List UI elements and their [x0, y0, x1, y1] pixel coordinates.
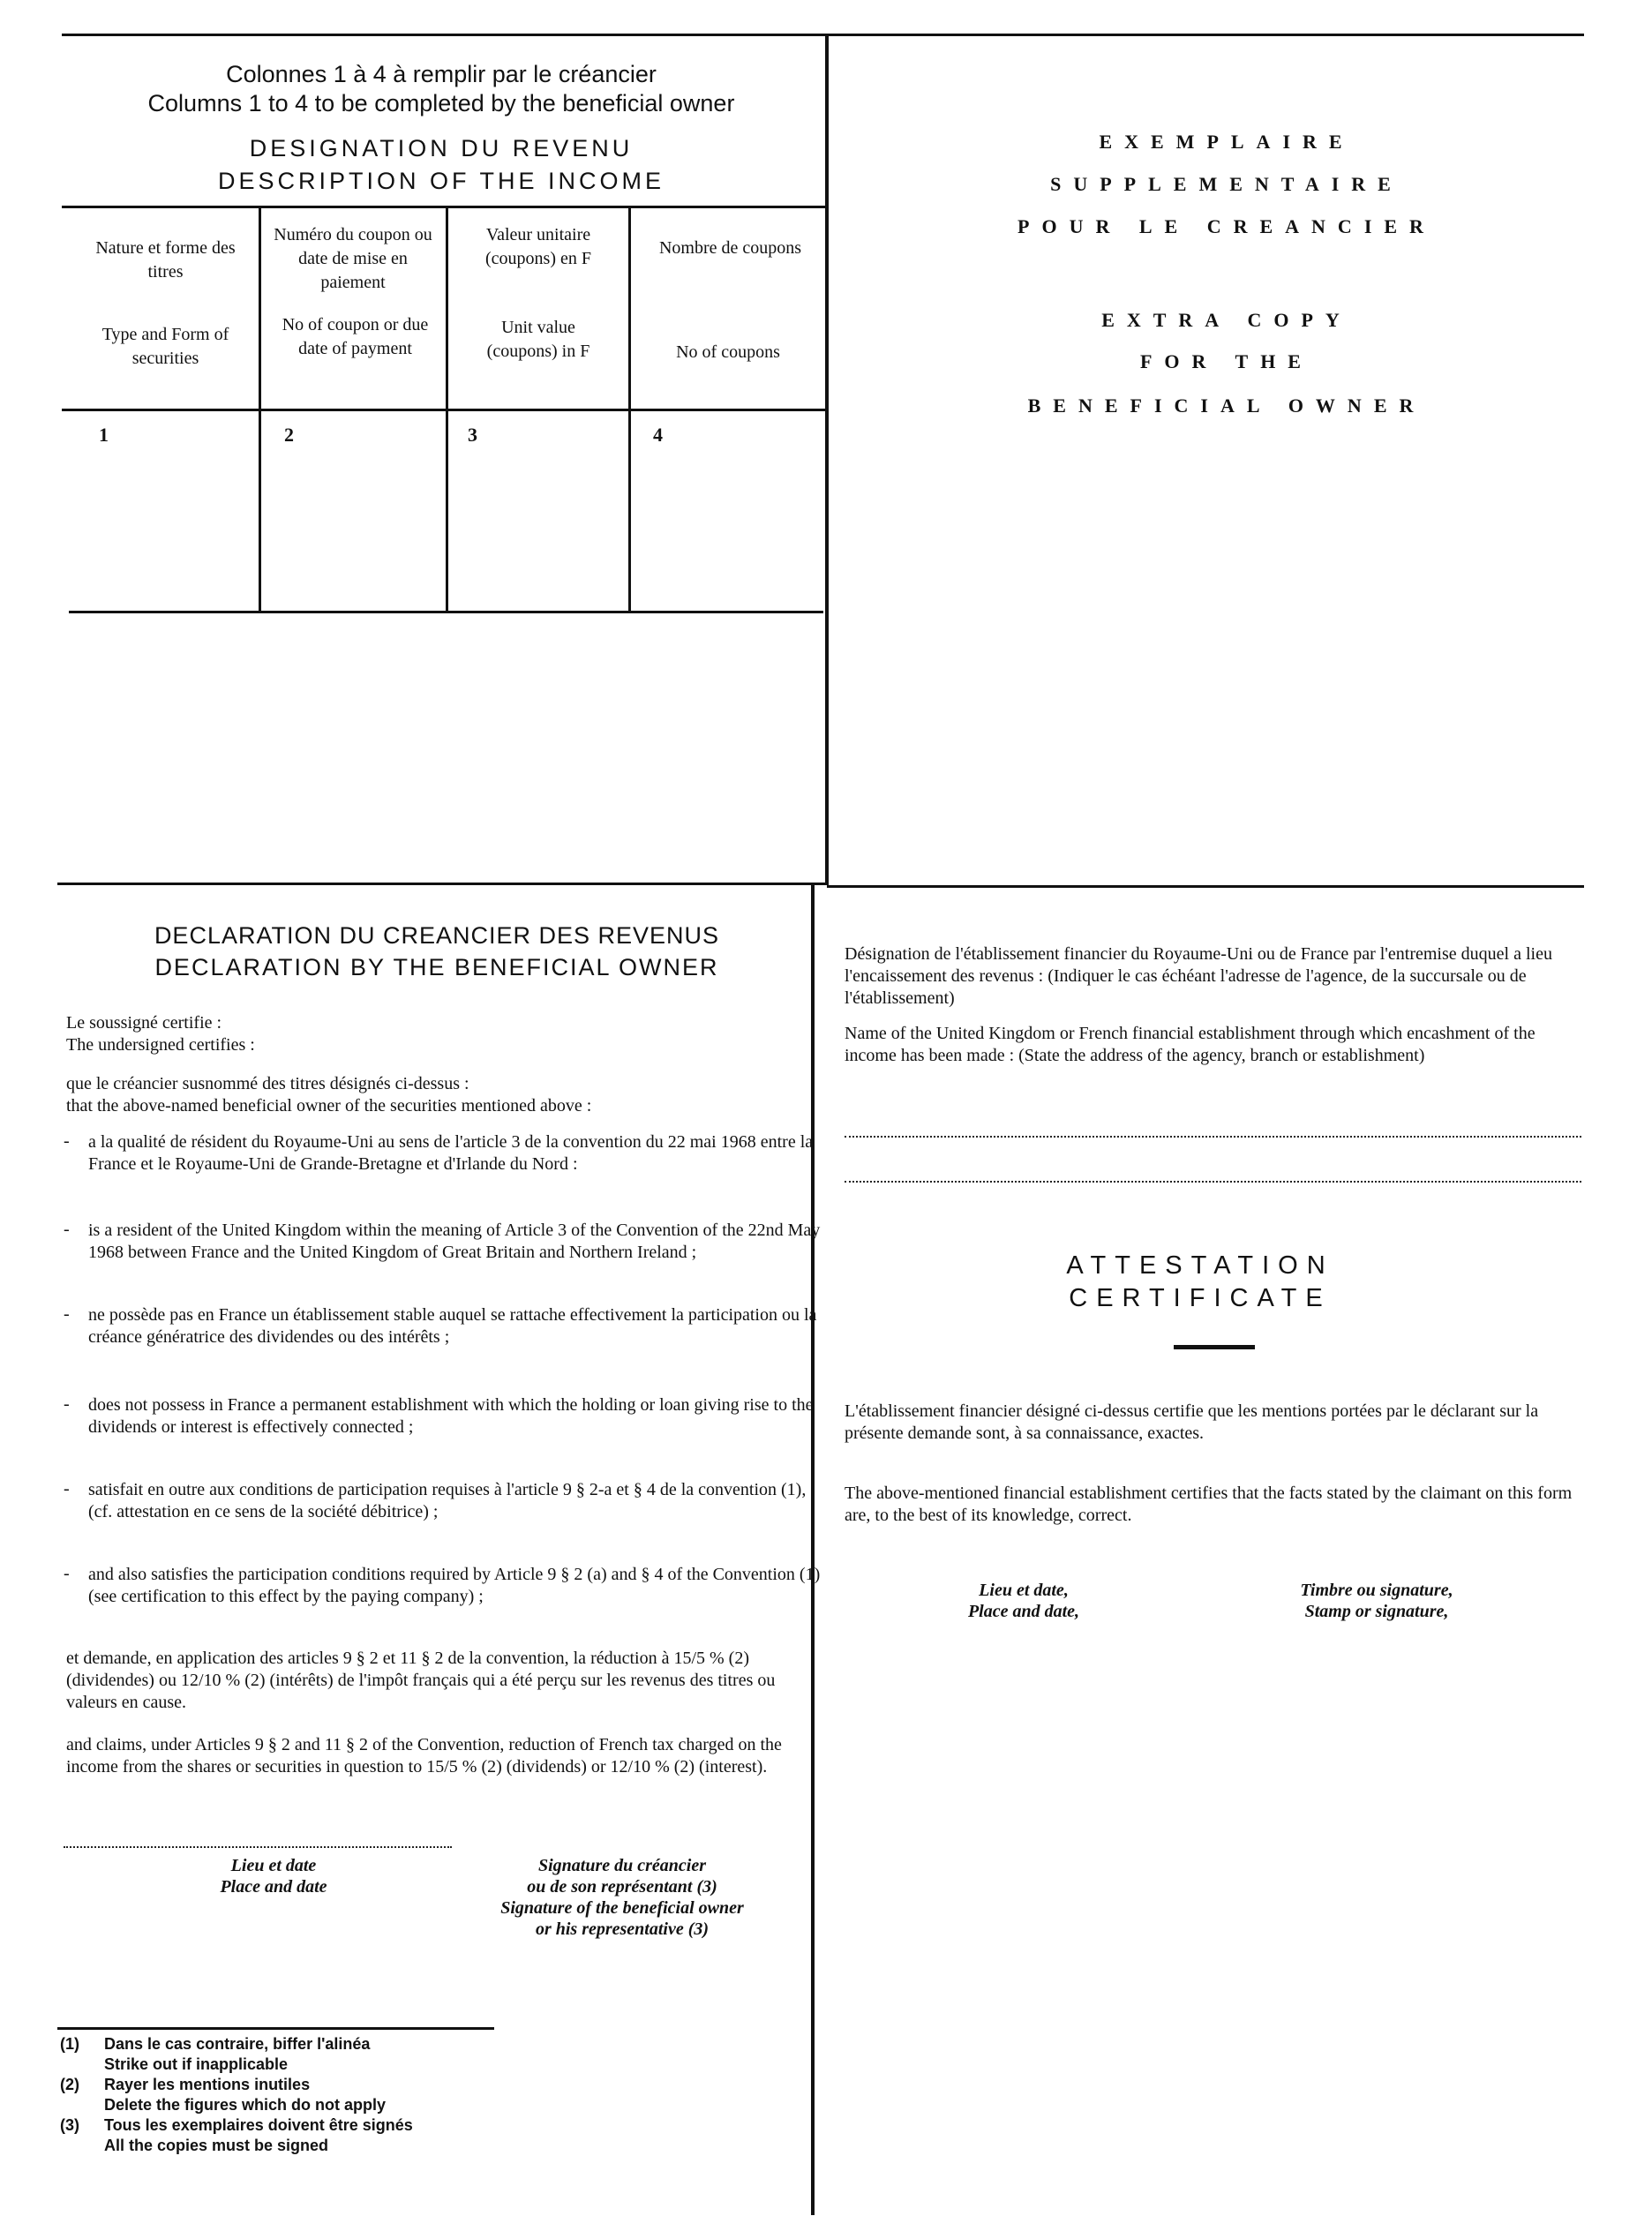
col3-number: 3 [468, 424, 477, 446]
col2-header-fr: Numéro du coupon ou date de mise en paiement [274, 225, 432, 292]
declaration-title-en: DECLARATION BY THE BENEFICIAL OWNER [154, 954, 719, 980]
footnote-2-fr: Rayer les mentions inutiles [104, 2076, 311, 2093]
col4-header-fr: Nombre de coupons [658, 238, 802, 258]
extra-copy-line4: EXTRA COPY [1101, 309, 1352, 331]
bank-stamp-en: Stamp or signature, [1304, 1602, 1449, 1621]
clause-participation-en: and also satisfies the participation conditions required by Article 9 § 2 (a) and § 4 of the Convention (1) (see certification to this effect by the paying company) ; [88, 1565, 821, 1606]
bullet-2: - [64, 1220, 70, 1239]
footnote-1-fr: Dans le cas contraire, biffer l'alinéa [104, 2035, 371, 2053]
lieu-date-en: Place and date [220, 1877, 327, 1897]
extra-copy-line2: SUPPLEMENTAIRE [1050, 173, 1403, 195]
col3-header-en: Unit value (coupons) in F [486, 318, 590, 361]
columns-instruction-en: Columns 1 to 4 to be completed by the beneficial owner [147, 90, 735, 116]
middle-rule-left [57, 883, 827, 885]
col1-header-en: Type and Form of securities [101, 325, 229, 368]
footnote-3-number: (3) [60, 2116, 79, 2134]
signature-line2: ou de son représentant (3) [527, 1877, 717, 1897]
signature-line1: Signature du créancier [537, 1856, 707, 1875]
col2-number: 2 [284, 424, 294, 446]
demande-en: and claims, under Articles 9 § 2 and 11 § 2 of the Convention, reduction of French tax charged on the income from the shares or securities in question to 15/5 % (2) (dividends) or 12/10 % (2) (interest). [66, 1735, 782, 1777]
signature-line4: or his representative (3) [535, 1919, 710, 1939]
col4-header-en: No of coupons [676, 342, 780, 362]
col1-header-fr: Nature et forme des titres [95, 238, 236, 282]
designation-title-en: DESCRIPTION OF THE INCOME [217, 168, 665, 194]
footnote-2-number: (2) [60, 2076, 79, 2093]
clause-resident-en: is a resident of the United Kingdom within the meaning of Article 3 of the Convention of the 22nd May 1968 between France and the United Kingdom of Great Britain and Northern Ireland ; [88, 1221, 821, 1262]
top-rule [62, 34, 1584, 36]
middle-rule-right [827, 885, 1584, 888]
table-top-rule [62, 206, 827, 208]
footnote-2-en: Delete the figures which do not apply [104, 2096, 387, 2114]
col3-header-fr: Valeur unitaire (coupons) en F [485, 225, 591, 268]
attestation-title: ATTESTATION [1066, 1251, 1334, 1280]
establishment-designation-en: Name of the United Kingdom or French financial establishment through which encashment of the income has been made : (State the address of the agency, branch or establishment) [845, 1024, 1536, 1065]
que-en: that the above-named beneficial owner of the securities mentioned above : [66, 1096, 592, 1116]
bank-lieu-date-en: Place and date, [967, 1602, 1080, 1621]
footnote-3-fr: Tous les exemplaires doivent être signés [104, 2116, 413, 2134]
clause-resident-fr: a la qualité de résident du Royaume-Uni au sens de l'article 3 de la convention du 22 mai 1968 entre la France et le Royaume-Uni de Grande-Bretagne et d'Irlande du Nord : [88, 1132, 814, 1174]
columns-instruction-fr: Colonnes 1 à 4 à remplir par le créancier [226, 61, 657, 87]
table-col-sep-2 [446, 206, 448, 613]
certifie-fr: Le soussigné certifie : [66, 1013, 222, 1033]
demande-fr: et demande, en application des articles 9 § 2 et 11 § 2 de la convention, la réduction à 15/5 % (2) (dividendes) ou 12/10 % (2) (intérêts) de l'impôt français qui a été perçu sur les revenus des titres ou valeurs en cause. [66, 1649, 776, 1712]
footnote-1-en: Strike out if inapplicable [104, 2055, 289, 2073]
bullet-5: - [64, 1479, 70, 1499]
designation-title-fr: DESIGNATION DU REVENU [249, 135, 634, 162]
bullet-4: - [64, 1394, 70, 1414]
que-fr: que le créancier susnommé des titres désignés ci-dessus : [66, 1074, 469, 1093]
extra-copy-line5: FOR THE [1139, 350, 1313, 372]
col2-header-en: No of coupon or due date of payment [282, 315, 429, 358]
bank-lieu-date-fr: Lieu et date, [979, 1581, 1069, 1600]
lieu-date-dotted-line [64, 1846, 452, 1848]
extra-copy-line6: BENEFICIAL OWNER [1027, 394, 1426, 417]
lieu-date-fr: Lieu et date [230, 1856, 317, 1875]
col4-number: 4 [653, 424, 663, 446]
bullet-1: - [64, 1131, 70, 1151]
clause-establishment-fr: ne possède pas en France un établissement stable auquel se rattache effectivement la participation ou la créance génératrice des dividendes ou des intérêts ; [88, 1305, 817, 1347]
clause-establishment-en: does not possess in France a permanent establishment with which the holding or loan giving rise to the dividends or interest is effectively connected ; [88, 1395, 814, 1437]
title-underline [1174, 1345, 1255, 1349]
table-col-sep-3 [628, 206, 631, 613]
declaration-title-fr: DECLARATION DU CREANCIER DES REVENUS [154, 922, 720, 949]
certifie-en: The undersigned certifies : [66, 1035, 255, 1055]
col1-number: 1 [99, 424, 109, 446]
footnote-1-number: (1) [60, 2035, 79, 2053]
table-col-sep-1 [259, 206, 261, 613]
table-header-rule [62, 409, 827, 411]
bullet-3: - [64, 1304, 70, 1324]
extra-copy-line3: POUR LE CREANCIER [1017, 215, 1436, 237]
bullet-6: - [64, 1564, 70, 1583]
footnote-3-en: All the copies must be signed [104, 2137, 329, 2154]
vertical-divider-lower [811, 883, 815, 2215]
certification-en: The above-mentioned financial establishment certifies that the facts stated by the claimant on this form are, to the best of its knowledge, correct. [845, 1484, 1573, 1525]
extra-copy-line1: EXEMPLAIRE [1099, 131, 1355, 153]
establishment-dotted-line-1 [845, 1136, 1581, 1138]
clause-participation-fr: satisfait en outre aux conditions de participation requises à l'article 9 § 2-a et § 4 de la convention (1), (cf. attestation en ce sens de la société débitrice) ; [88, 1480, 807, 1521]
signature-line3: Signature of the beneficial owner [500, 1898, 744, 1918]
establishment-designation-fr: Désignation de l'établissement financier du Royaume-Uni ou de France par l'entremise duquel a lieu l'encaissement des revenus : (Indiquer le cas échéant l'adresse de l'agence, de la succursale ou de l'établissement) [845, 944, 1552, 1008]
establishment-dotted-line-2 [845, 1181, 1581, 1183]
certificate-title: CERTIFICATE [1069, 1284, 1332, 1312]
certification-fr: L'établissement financier désigné ci-dessus certifie que les mentions portées par le déclarant sur la présente demande sont, à sa connaissance, exactes. [845, 1401, 1539, 1443]
vertical-divider-upper [825, 34, 829, 885]
footnote-rule [57, 2027, 494, 2030]
bank-stamp-fr: Timbre ou signature, [1300, 1581, 1453, 1600]
